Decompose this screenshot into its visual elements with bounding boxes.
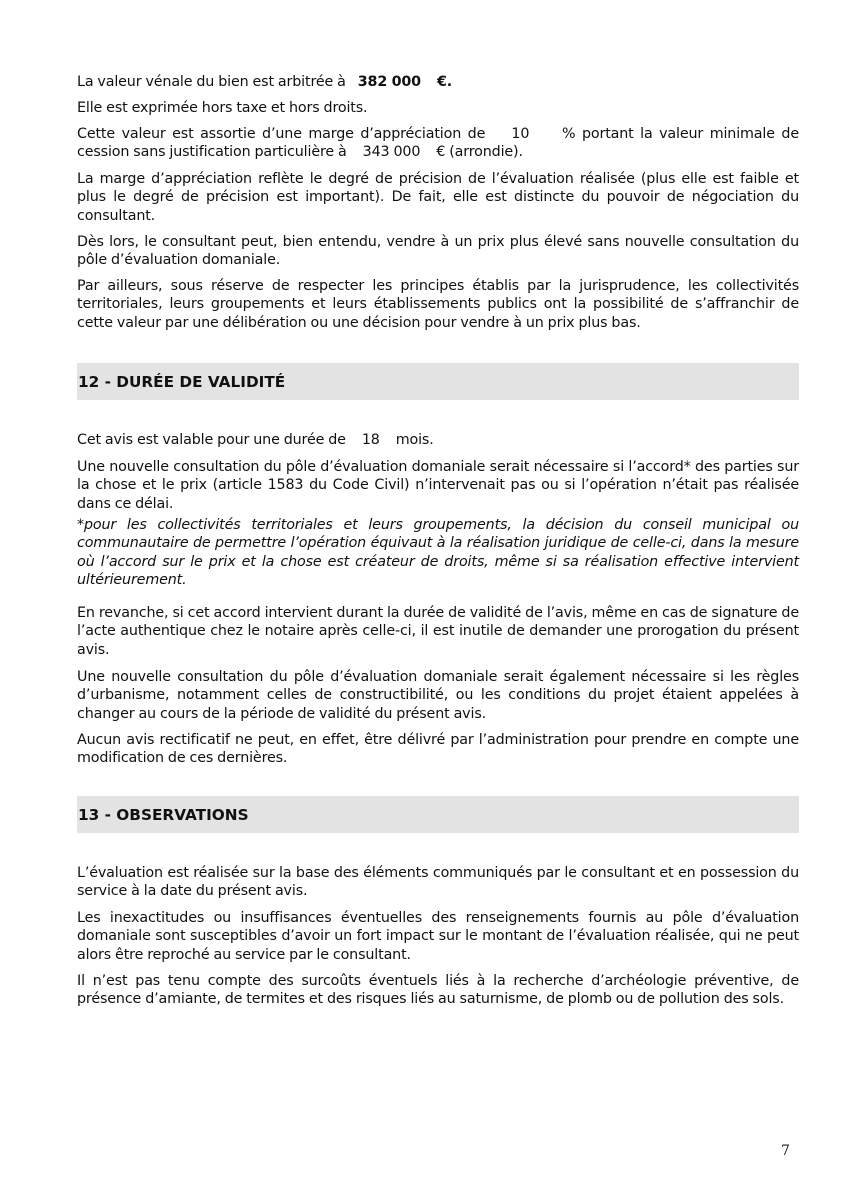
urbanism-paragraph: Une nouvelle consultation du pôle d’évaluation domaniale serait également nécessaire si les règles d’urbanisme, notamment celles de constructibilité, ou les conditions du projet étaient appelées à changer au cours de la période de validité du présent avis. xyxy=(77,669,799,722)
valuation-section xyxy=(77,73,799,91)
agreement-paragraph: En revanche, si cet accord intervient durant la durée de validité de l’avis, même en cas de signature de l’acte authentique chez le notaire après celle-ci, il est inutile de demander une prorogation du présent avis. xyxy=(77,605,799,658)
market-value-paragraph: La valeur vénale du bien est arbitrée à 382 000 €. xyxy=(77,74,453,90)
lower-price-paragraph: Par ailleurs, sous réserve de respecter les principes établis par la jurisprudence, les collectivités territoriales, leurs groupements et leurs établissements publics ont la possibilité de s’affranchir de cette valeur par une délibération ou une décision pour vendre à un prix plus bas. xyxy=(77,278,799,331)
rectification-paragraph: Aucun avis rectificatif ne peut, en effet, être délivré par l’administration pour prendre en compte une modification de ces dernières. xyxy=(77,732,799,767)
margin-value: 10 xyxy=(511,126,530,142)
evaluation-basis-paragraph: L’évaluation est réalisée sur la base des éléments communiqués par le consultant et en possession du service à la date du présent avis. xyxy=(77,865,799,900)
additional-costs-paragraph: Il n’est pas tenu compte des surcoûts éventuels liés à la recherche d’archéologie préventive, de présence d’amiante, de termites et des risques liés au saturnisme, de plomb ou de pollution des sols. xyxy=(77,973,799,1008)
higher-price-paragraph: Dès lors, le consultant peut, bien entendu, vendre à un prix plus élevé sans nouvelle consultation du pôle d’évaluation domaniale. xyxy=(77,234,799,269)
footnote-paragraph: *pour les collectivités territoriales et leurs groupements, la décision du conseil municipal ou communautaire de permettre l’opération équivaut à la réalisation juridique de celle-ci, dans la mesure où l’accord sur le prix et la chose est créateur de droits, même si sa réalisation effective intervient ultérieurement. xyxy=(77,517,799,589)
tax-note-paragraph: Elle est exprimée hors taxe et hors droits. xyxy=(77,100,368,116)
section-heading-observations: 13 - OBSERVATIONS xyxy=(77,796,799,833)
margin-explanation-paragraph: La marge d’appréciation reflète le degré de précision de l’évaluation réalisée (plus elle est faible et plus le degré de précision est important). De fait, elle est distincte du pouvoir de négociation du consultant. xyxy=(77,171,799,224)
page-number: 7 xyxy=(781,1143,790,1159)
inaccuracies-paragraph: Les inexactitudes ou insuffisances éventuelles des renseignements fournis au pôle d’évaluation domaniale sont susceptibles d’avoir un fort impact sur le montant de l’évaluation réalisée, qui ne peut alors être reproché au service par le consultant. xyxy=(77,910,799,963)
margin-paragraph: Cette valeur est assortie d’une marge d’appréciation de 10 % portant la valeur minimale de cession sans justification particulière à 343 000 € (arrondie). xyxy=(77,126,799,161)
validity-duration-paragraph: Cet avis est valable pour une durée de 18 mois. xyxy=(77,432,434,448)
market-value-amount: 382 000 xyxy=(357,74,421,90)
section-heading-validity: 12 - DURÉE DE VALIDITÉ xyxy=(77,363,799,400)
validity-months: 18 xyxy=(361,432,380,448)
minimum-value: 343 000 xyxy=(362,144,421,161)
new-consultation-paragraph: Une nouvelle consultation du pôle d’évaluation domaniale serait nécessaire si l’accord* des parties sur la chose et le prix (article 1583 du Code Civil) n’intervenait pas ou si l’opération n’était pas réalisée dans ce délai. xyxy=(77,459,799,512)
